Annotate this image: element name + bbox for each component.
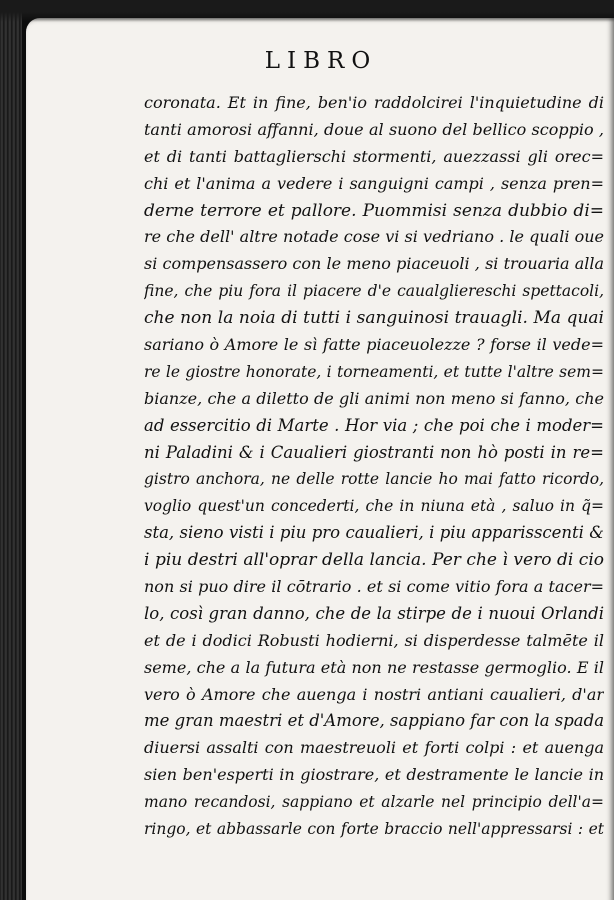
text-line: et de i dodici Robusti hodierni, si disperdesse talmēte il: [144, 630, 604, 650]
text-line: bianze, che a diletto de gli animi non meno si fanno, che: [144, 388, 604, 408]
text-line: lo, così gran danno, che de la stirpe de i nuoui Orlandi: [144, 603, 604, 623]
text-line: chi et l'anima a vedere i sanguigni campi , senza pren=: [144, 173, 604, 193]
text-line: vero ò Amore che auenga i nostri antiani caualieri, d'ar: [144, 684, 604, 704]
text-line: sta, sieno visti i piu pro caualieri, i piu apparisscenti &: [144, 523, 604, 543]
text-line: re che dell' altre notade cose vi si vedriano . le quali oue: [144, 227, 604, 247]
text-line: ad essercitio di Marte . Hor via ; che poi che i moder=: [144, 415, 604, 435]
page-sheet: [26, 18, 614, 900]
body-text: [144, 90, 604, 843]
text-line: derne terrore et pallore. Puommisi senza dubbio di=: [144, 200, 604, 221]
text-line: sien ben'esperti in giostrare, et destramente le lancie in: [144, 765, 604, 785]
text-line: mano recandosi, sappiano et alzarle nel principio dell'a=: [144, 793, 604, 812]
text-line: tanti amorosi affanni, doue al suono del bellico scoppio ,: [144, 119, 604, 139]
text-line: gistro anchora, ne delle rotte lancie ho mai fatto ricordo,: [144, 470, 604, 489]
text-line: che non la noia di tutti i sanguinosi trauagli. Ma quai: [144, 308, 604, 329]
text-line: voglio quest'un concederti, che in niuna età , saluo in q̃=: [144, 497, 604, 516]
text-line: coronata. Et in fine, ben'io raddolcirei l'inquietudine di: [144, 93, 604, 112]
text-line: diuersi assalti con maestreuoli et forti colpi : et auenga: [144, 738, 604, 758]
scan-top-shadow: [0, 0, 614, 22]
text-line: et di tanti battaglierschi stormenti, auezzassi gli orec=: [144, 146, 604, 166]
book-spine-edge: [0, 0, 22, 900]
text-line: non si puo dire il cōtrario . et si come vitio fora a tacer=: [144, 577, 604, 597]
text-line: fine, che piu fora il piacere d'e caualgliereschi spettacoli,: [144, 282, 604, 301]
running-header: LIBRO: [264, 48, 378, 74]
text-line: sariano ò Amore le sì fatte piaceuolezze ? forse il vede=: [144, 335, 604, 355]
text-line: seme, che a la futura età non ne restasse germoglio. E il: [144, 657, 604, 677]
text-line: re le giostre honorate, i torneamenti, et tutte l'altre sem=: [144, 362, 604, 381]
text-line: i piu destri all'oprar della lancia. Per che ì vero di cio: [144, 550, 604, 571]
text-line: ringo, et abbassarle con forte braccio nell'appressarsi : et: [144, 820, 604, 839]
text-line: si compensassero con le meno piaceuoli , si trouaria alla: [144, 254, 604, 274]
text-line: me gran maestri et d'Amore, sappiano far con la spada: [144, 711, 604, 731]
text-line: ni Paladini & i Caualieri giostranti non hò posti in re=: [144, 442, 604, 462]
